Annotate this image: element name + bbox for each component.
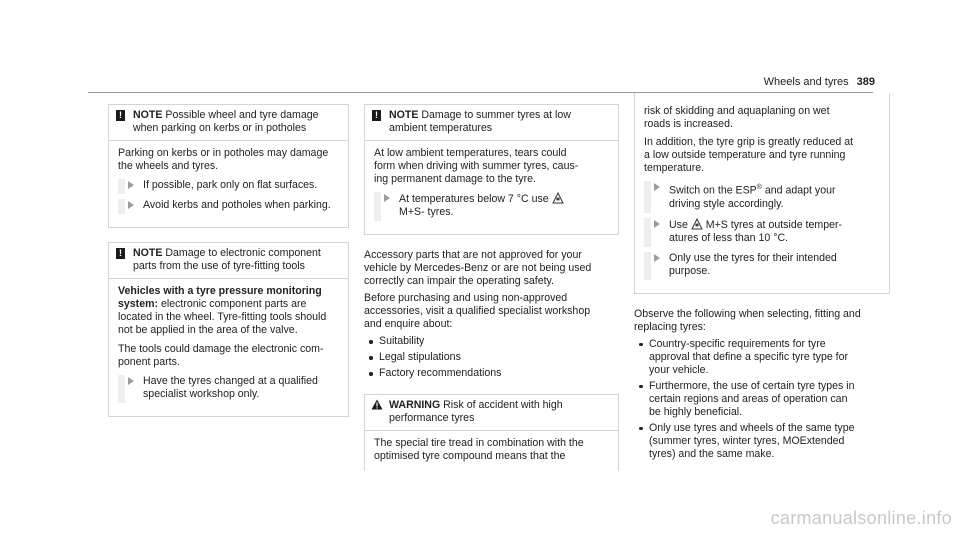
- list-item: Factory recommendations: [364, 367, 619, 380]
- list-item-line: your vehicle.: [649, 363, 709, 376]
- list-item-line: certain regions and areas of operation can: [649, 392, 848, 405]
- note-header: [109, 105, 348, 141]
- snowflake-mountain-icon: [691, 218, 703, 230]
- step-text-2: specialist workshop only.: [143, 388, 260, 400]
- note-body: [109, 141, 348, 227]
- arrow-right-icon: [654, 183, 660, 191]
- column-left: [108, 104, 349, 431]
- warning-text-5: temperature.: [644, 162, 705, 174]
- step-text: Have the tyres changed at a qualified: [143, 375, 318, 387]
- note-text-4: The tools could damage the electronic com-: [118, 343, 324, 355]
- step-text-2: purpose.: [669, 264, 711, 277]
- arrow-right-icon: [128, 377, 134, 385]
- bullet-list: [634, 338, 890, 461]
- arrow-right-icon: [654, 254, 660, 262]
- note-text-3: not be applied in the area of the valve.: [118, 324, 298, 336]
- warning-title: Risk of accident with high: [443, 399, 563, 411]
- paragraph-text: Observe the following when selecting, fitting and: [634, 307, 861, 320]
- warning-triangle-icon: [371, 399, 383, 410]
- warning-text-2: roads is increased.: [644, 118, 733, 130]
- note-text: At low ambient temperatures, tears could: [374, 147, 567, 159]
- note-header: [365, 105, 618, 141]
- list-item-line: approval that define a specific tyre type for: [649, 350, 849, 363]
- list-item: [634, 380, 890, 419]
- instruction-step: [118, 179, 339, 192]
- note-text-3: ing permanent damage to the tyre.: [374, 173, 536, 185]
- note-title-2: when parking on kerbs or in potholes: [133, 122, 307, 134]
- step-text-b: and adapt your: [761, 184, 836, 197]
- step-text-2: atures of less than 10 °C.: [669, 231, 789, 244]
- column-right: [634, 93, 890, 465]
- warning-body: [365, 431, 618, 471]
- bold-lead-2: system:: [118, 298, 159, 310]
- note-title-2: ambient temperatures: [389, 122, 493, 134]
- warning-text: risk of skidding and aquaplaning on wet: [644, 105, 830, 117]
- list-item: [634, 338, 890, 377]
- column-middle: [364, 104, 619, 471]
- paragraph-text-3: correctly can impair the operating safety.: [364, 275, 554, 287]
- warning-title-2: performance tyres: [389, 412, 475, 424]
- note-title: Possible wheel and tyre damage: [165, 109, 319, 121]
- note-text-2: form when driving with summer tyres, caus-: [374, 160, 579, 172]
- note-summer-tyres: [364, 104, 619, 235]
- note-text: Parking on kerbs or in potholes may damage: [118, 147, 329, 159]
- paragraph-text-4: Before purchasing and using non-approved: [364, 292, 568, 304]
- paragraph-text-2: replacing tyres:: [634, 320, 706, 333]
- warning-text-4: a low outside temperature and tyre running: [644, 149, 846, 161]
- warning-continuation: [634, 93, 890, 294]
- note-title-2: parts from the use of tyre-fitting tools: [133, 260, 305, 272]
- list-item-line: (summer tyres, winter tyres, MOExtended: [649, 434, 845, 447]
- step-text: At temperatures below 7 °C use: [399, 193, 549, 205]
- note-label: NOTE: [133, 109, 163, 121]
- note-wheel-damage: [108, 104, 349, 228]
- list-item-line: Furthermore, the use of certain tyre types in: [649, 379, 855, 392]
- step-text: Only use the tyres for their intended: [669, 251, 837, 264]
- list-item: Legal stipulations: [364, 351, 619, 364]
- step-text: Avoid kerbs and potholes when parking.: [143, 199, 331, 211]
- paragraph-text: Accessory parts that are not approved for your: [364, 249, 582, 261]
- warning-label: WARNING: [389, 399, 441, 411]
- watermark: carmanualsonline.info: [770, 508, 952, 528]
- note-text-5: ponent parts.: [118, 356, 180, 368]
- exclamation-icon: !: [372, 110, 381, 121]
- note-label: NOTE: [133, 247, 163, 259]
- step-text: Switch on the ESP: [669, 184, 757, 197]
- arrow-right-icon: [128, 201, 134, 209]
- instruction-step: [644, 218, 880, 245]
- warning-performance-tyres: [364, 394, 619, 471]
- step-text: Use: [669, 218, 688, 231]
- warning-text: The special tire tread in combination with the: [374, 437, 584, 449]
- page-number: 389: [856, 76, 875, 88]
- list-item-line: Only use tyres and wheels of the same type: [649, 421, 855, 434]
- bold-lead: Vehicles with a tyre pressure monitoring: [118, 285, 322, 297]
- note-header: [109, 243, 348, 279]
- exclamation-icon: !: [116, 248, 125, 259]
- exclamation-icon: !: [116, 110, 125, 121]
- step-text-2: driving style accordingly.: [669, 197, 784, 210]
- section-title: Wheels and tyres: [763, 76, 849, 88]
- page-header: [764, 76, 875, 89]
- bullet-list: [364, 335, 619, 380]
- list-item-line: be highly beneficial.: [649, 405, 743, 418]
- note-text: electronic component parts are: [158, 298, 307, 310]
- note-title: Damage to summer tyres at low: [421, 109, 571, 121]
- snowflake-mountain-icon: [552, 192, 564, 204]
- accessory-section: [364, 249, 619, 380]
- arrow-right-icon: [128, 181, 134, 189]
- instruction-step: [118, 375, 339, 401]
- step-text-2: M+S- tyres.: [399, 206, 454, 218]
- note-title: Damage to electronic component: [165, 247, 321, 259]
- list-item: Suitability: [364, 335, 619, 348]
- warning-header: [365, 395, 618, 431]
- instruction-step: [644, 252, 880, 278]
- warning-text-3: In addition, the tyre grip is greatly reduced at: [644, 136, 854, 148]
- tyre-selection-section: [634, 308, 890, 461]
- paragraph-text-2: vehicle by Mercedes-Benz or are not being used: [364, 262, 592, 274]
- arrow-right-icon: [654, 220, 660, 228]
- instruction-step: [118, 199, 339, 212]
- instruction-step: [374, 192, 609, 219]
- warning-text-2: optimised tyre compound means that the: [374, 450, 566, 462]
- note-text-2: located in the wheel. Tyre-fitting tools should: [118, 311, 327, 323]
- list-item-line: Country-specific requirements for tyre: [649, 337, 826, 350]
- note-body: [109, 279, 348, 416]
- arrow-right-icon: [384, 194, 390, 202]
- list-item: [634, 422, 890, 461]
- list-item-line: tyres) and the same make.: [649, 447, 775, 460]
- instruction-step: [644, 181, 880, 211]
- note-text-2: the wheels and tyres.: [118, 160, 219, 172]
- step-text-b: M+S tyres at outside temper-: [705, 218, 843, 231]
- note-label: NOTE: [389, 109, 419, 121]
- note-body: [365, 141, 618, 234]
- paragraph-text-5: accessories, visit a qualified specialist workshop: [364, 305, 591, 317]
- paragraph-text-6: and enquire about:: [364, 318, 453, 330]
- registered-mark: ®: [756, 184, 762, 191]
- step-text: If possible, park only on flat surfaces.: [143, 179, 318, 191]
- note-electronic-damage: [108, 242, 349, 417]
